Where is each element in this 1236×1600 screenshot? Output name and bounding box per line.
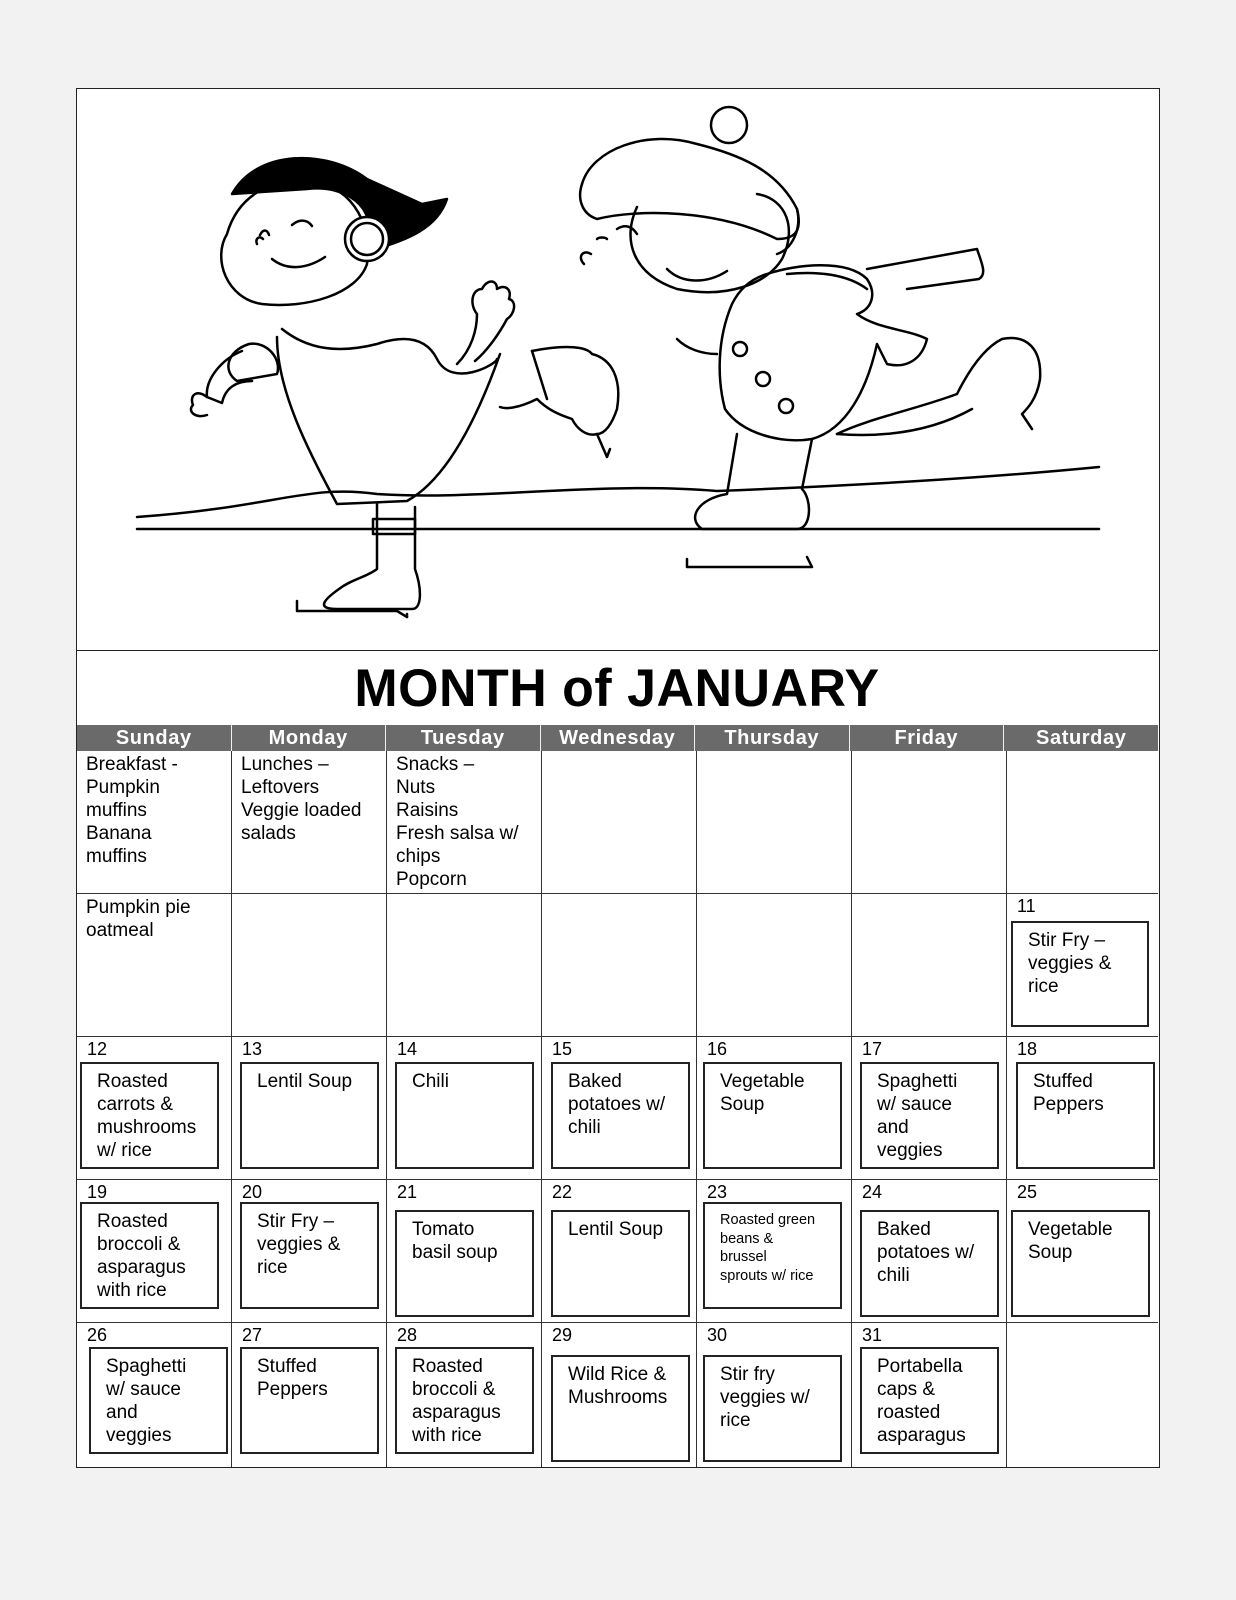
day-cell [852,1323,1007,1467]
day-number: 20 [242,1182,263,1202]
day-number: 27 [242,1325,263,1345]
meal-box: Roasted green beans & brussel sprouts w/ rice [703,1202,842,1309]
day-number: 31 [862,1325,883,1345]
meal-box: Stir Fry – veggies & rice [1011,921,1149,1027]
day-cell [77,1180,232,1323]
meal-box: Stir Fry – veggies & rice [240,1202,379,1309]
snacks-note: Snacks – Nuts Raisins Fresh salsa w/ chips Popcorn [396,754,519,890]
meal-box: Roasted broccoli & asparagus with rice [80,1202,219,1309]
day-cell [77,894,232,1037]
meal-box: Chili [395,1062,534,1169]
day-cell [542,1037,697,1180]
meal-box: Stuffed Peppers [240,1347,379,1454]
day-number: 21 [397,1182,418,1202]
day-number: 11 [1017,896,1036,916]
day-cell [1007,1323,1158,1467]
weekday-saturday: Saturday [1036,727,1127,749]
meal-box: Spaghetti w/ sauce and veggies [860,1062,999,1169]
weekday-thursday: Thursday [695,725,850,751]
title-band [77,651,1158,726]
day-number: 25 [1017,1182,1038,1202]
day-cell [1007,894,1158,1037]
calendar-title: MONTH of JANUARY [354,659,881,718]
lunches-note: Lunches – Leftovers Veggie loaded salads [241,754,362,844]
day-number: 16 [707,1039,728,1059]
meal-box: Vegetable Soup [703,1062,842,1169]
meal-box: Lentil Soup [240,1062,379,1169]
breakfast-note: Breakfast - Pumpkin muffins Banana muffins [86,754,178,867]
day-cell [542,1323,697,1467]
day-number: 30 [707,1325,728,1345]
day-cell [387,1037,542,1180]
day-cell [697,1323,852,1467]
day-cell [852,894,1007,1037]
day-cell [232,894,387,1037]
day-cell [232,1323,387,1467]
day-cell [542,894,697,1037]
meal-box: Lentil Soup [551,1210,690,1317]
meal-box: Spaghetti w/ sauce and veggies [89,1347,228,1454]
calendar-sheet [76,88,1160,1468]
day-cell [697,1037,852,1180]
meal-box: Roasted carrots & mushrooms w/ rice [80,1062,219,1169]
ice-skating-illustration [77,89,1158,651]
meal-box: Roasted broccoli & asparagus with rice [395,1347,534,1454]
day-number: 22 [552,1182,573,1202]
skating-kids-image [77,89,1158,649]
meal-box: Portabella caps & roasted asparagus [860,1347,999,1454]
day-number: 19 [87,1182,108,1202]
weekday-sunday: Sunday [77,725,232,751]
day-cell [697,1180,852,1323]
meal-box: Vegetable Soup [1011,1210,1150,1317]
day-number: 13 [242,1039,263,1059]
day-cell [697,894,852,1037]
day-cell [77,1323,232,1467]
day-cell [387,1180,542,1323]
day-cell [232,1037,387,1180]
day-number: 28 [397,1325,418,1345]
day-number: 24 [862,1182,883,1202]
oatmeal-note: Pumpkin pie oatmeal [86,897,191,941]
day-cell [542,1180,697,1323]
meal-box: Baked potatoes w/ chili [551,1062,690,1169]
day-cell [697,751,852,894]
day-cell [852,751,1007,894]
day-number: 15 [552,1039,573,1059]
day-cell [852,1180,1007,1323]
day-number: 14 [397,1039,418,1059]
weekday-monday: Monday [232,725,387,751]
day-cell [852,1037,1007,1180]
weekday-tuesday: Tuesday [386,725,541,751]
day-cell [232,1180,387,1323]
meal-box: Baked potatoes w/ chili [860,1210,999,1317]
day-cell [77,1037,232,1180]
day-cell [542,751,697,894]
day-number: 23 [707,1182,728,1202]
day-cell [77,751,232,894]
day-number: 26 [87,1325,108,1345]
meal-box: Stuffed Peppers [1016,1062,1155,1169]
day-cell [1007,1180,1158,1323]
meal-box: Tomato basil soup [395,1210,534,1317]
weekday-friday: Friday [850,725,1005,751]
calendar-grid [77,751,1158,1467]
day-cell [1007,1037,1158,1180]
day-cell [387,894,542,1037]
day-number: 12 [87,1039,108,1059]
day-cell [387,751,542,894]
meal-box: Stir fry veggies w/ rice [703,1355,842,1462]
weekday-header [77,725,1158,751]
meal-box: Wild Rice & Mushrooms [551,1355,690,1462]
weekday-wednesday: Wednesday [541,725,696,751]
day-cell [387,1323,542,1467]
day-number: 29 [552,1325,573,1345]
day-cell [1007,751,1158,894]
day-number: 18 [1017,1039,1038,1059]
day-cell [232,751,387,894]
day-number: 17 [862,1039,883,1059]
